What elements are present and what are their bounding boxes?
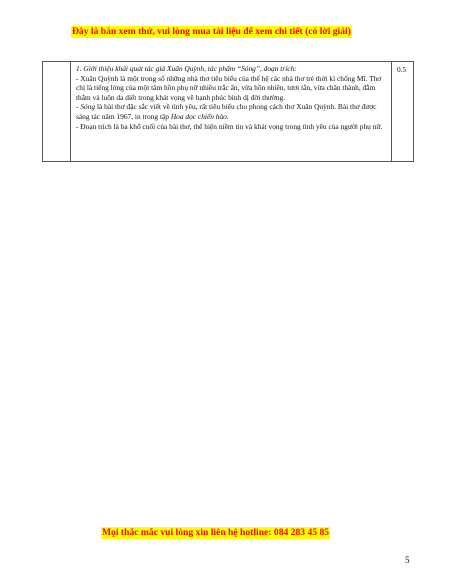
answer-content-cell (76, 64, 388, 131)
hotline-banner: Mọi thắc mắc vui lòng xin liên hệ hotline: 084 283 45 85 (102, 527, 330, 538)
page-number: 5 (405, 555, 410, 565)
column-divider (70, 62, 71, 161)
column-divider (391, 62, 392, 161)
preview-notice-banner: Đây là bản xem thử, vui lòng mua tài liệu để xem chi tiết (có lời giải) (72, 26, 351, 37)
answer-table (42, 61, 414, 162)
bullet-author: - Xuân Quỳnh là một trong số những nhà thơ tiêu biểu của thế hệ các nhà thơ trẻ thời kì chống Mĩ. Thơ chị là tiếng lòng của một tâm hồn phụ nữ nhiều trắc ẩn, vừa hồn nhiên, tươi tắn, vừa chân thành, đằm thắm và luôn da diết trong khát vọng về hạnh phúc bình dị đời thường. (76, 73, 382, 102)
section-heading: 1. Giới thiệu khái quát tác giả Xuân Quỳnh, tác phẩm “Sóng”, đoạn trích: (76, 64, 297, 73)
bullet-excerpt: - Đoạn trích là ba khổ cuối của bài thơ, thể hiện niềm tin và khát vọng trong tình yêu của người phụ nữ. (76, 121, 383, 131)
bullet-poem: - Sóng là bài thơ đặc sắc viết về tình yêu, rất tiêu biểu cho phong cách thơ Xuân Quỳnh. Bài thơ được sáng tác năm 1967, in trong tập Hoa dọc chiến hào. (76, 102, 377, 121)
score-cell: 0.5 (397, 65, 407, 74)
